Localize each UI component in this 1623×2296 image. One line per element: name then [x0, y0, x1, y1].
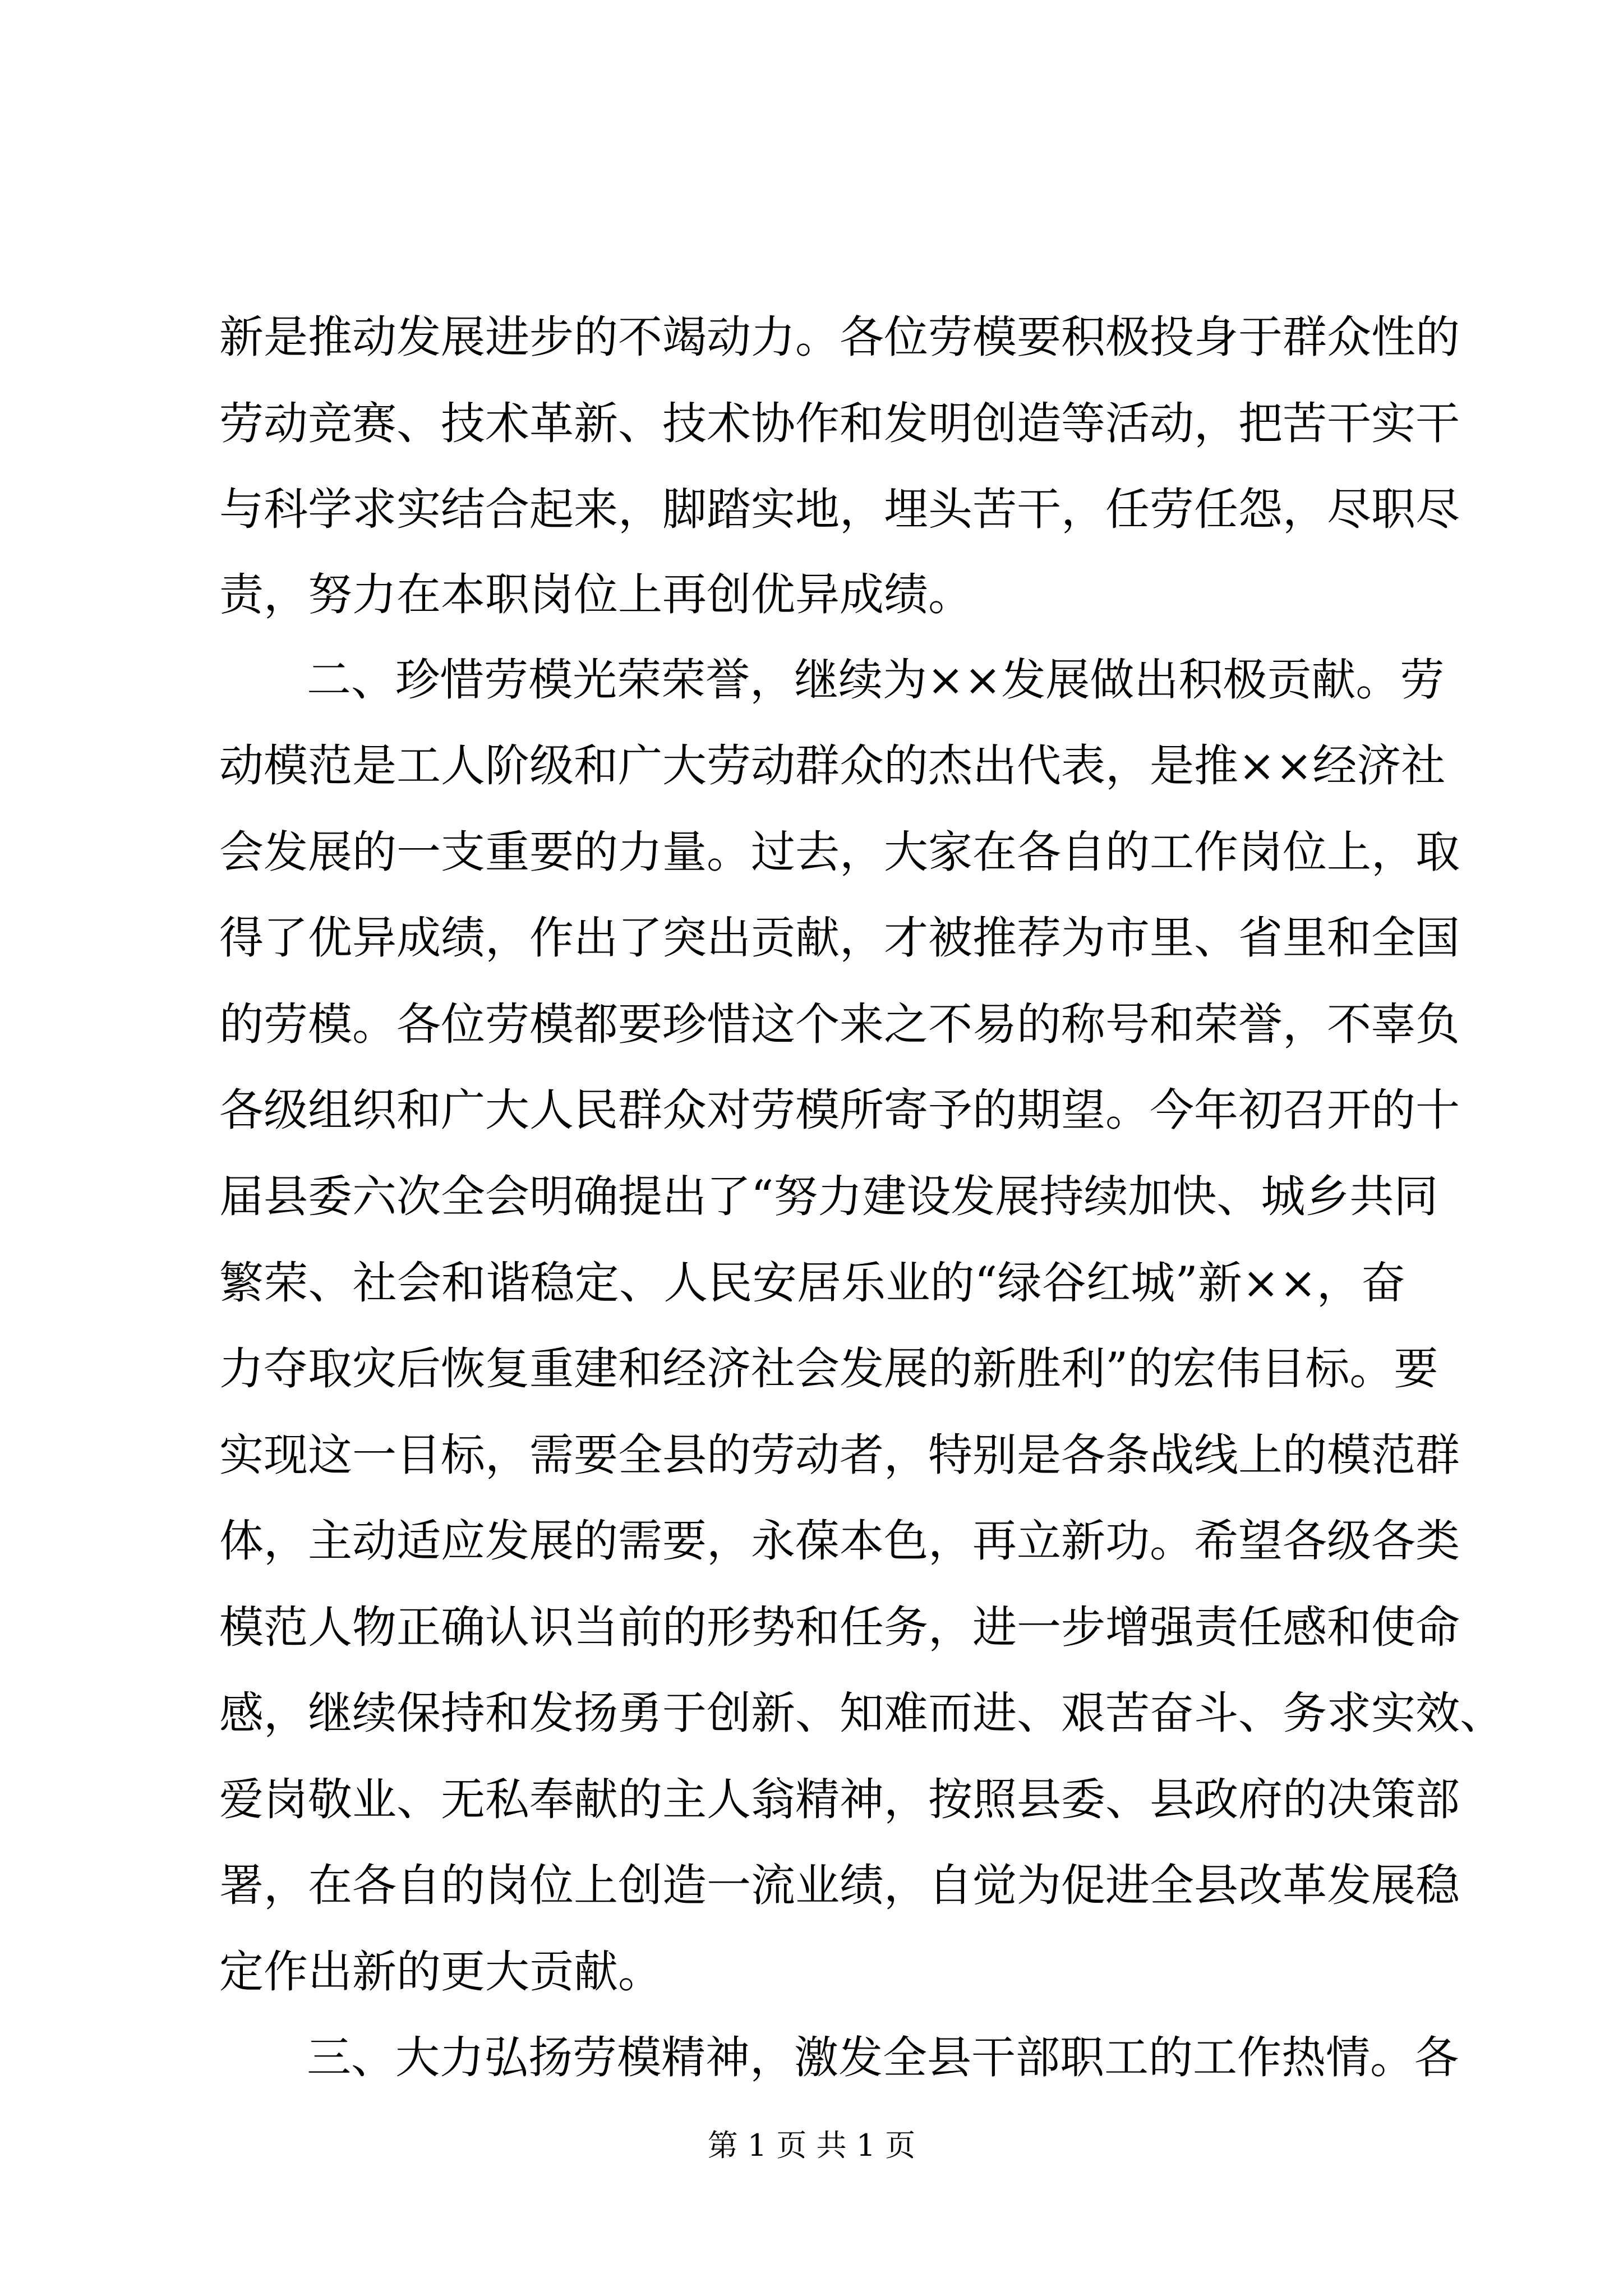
text-line: 动模范是工人阶级和广大劳动群众的杰出代表，是推××经济社	[219, 740, 1446, 792]
text-line: 各级组织和广大人民群众对劳模所寄予的期望。今年初召开的十	[219, 1084, 1460, 1136]
text-line: 模范人物正确认识当前的形势和任务，进一步增强责任感和使命	[219, 1602, 1460, 1653]
text-line: 感，继续保持和发扬勇于创新、知难而进、艰苦奋斗、务求实效、	[219, 1687, 1504, 1739]
text-line: 定作出新的更大贡献。	[219, 1946, 662, 1998]
text-line: 得了优异成绩，作出了突出贡献，才被推荐为市里、省里和全国	[219, 912, 1460, 964]
text-line: 体，主动适应发展的需要，永葆本色，再立新功。希望各级各类	[219, 1515, 1460, 1567]
paragraph-heading: 三、大力弘扬劳模精神，激发全县干部职工的工作热情。各	[307, 2032, 1459, 2083]
text-line: 会发展的一支重要的力量。过去，大家在各自的工作岗位上，取	[219, 826, 1460, 878]
text-line: 爱岗敬业、无私奉献的主人翁精神，按照县委、县政府的决策部	[219, 1774, 1460, 1825]
text-line: 劳动竞赛、技术革新、技术协作和发明创造等活动，把苦干实干	[219, 398, 1460, 449]
text-line: 的劳模。各位劳模都要珍惜这个来之不易的称号和荣誉，不辜负	[219, 999, 1460, 1050]
text-line: 与科学求实结合起来，脚踏实地，埋头苦干，任劳任怨，尽职尽	[219, 484, 1460, 535]
paragraph-heading: 二、珍惜劳模光荣荣誉，继续为××发展做出积极贡献。劳	[307, 654, 1445, 706]
text-line: 繁荣、社会和谐稳定、人民安居乐业的“绿谷红城”新××，奋	[219, 1257, 1405, 1309]
text-line: 实现这一目标，需要全县的劳动者，特别是各条战线上的模范群	[219, 1429, 1460, 1481]
page-footer: 第 1 页 共 1 页	[707, 2128, 916, 2163]
text-line: 新是推动发展进步的不竭动力。各位劳模要积极投身于群众性的	[219, 311, 1460, 363]
text-line: 责，努力在本职岗位上再创优异成绩。	[219, 569, 972, 620]
text-line: 力夺取灾后恢复重建和经济社会发展的新胜利”的宏伟目标。要	[219, 1343, 1438, 1395]
text-line: 署，在各自的岗位上创造一流业绩，自觉为促进全县改革发展稳	[219, 1860, 1460, 1911]
text-line: 届县委六次全会明确提出了“努力建设发展持续加快、城乡共同	[219, 1171, 1438, 1222]
